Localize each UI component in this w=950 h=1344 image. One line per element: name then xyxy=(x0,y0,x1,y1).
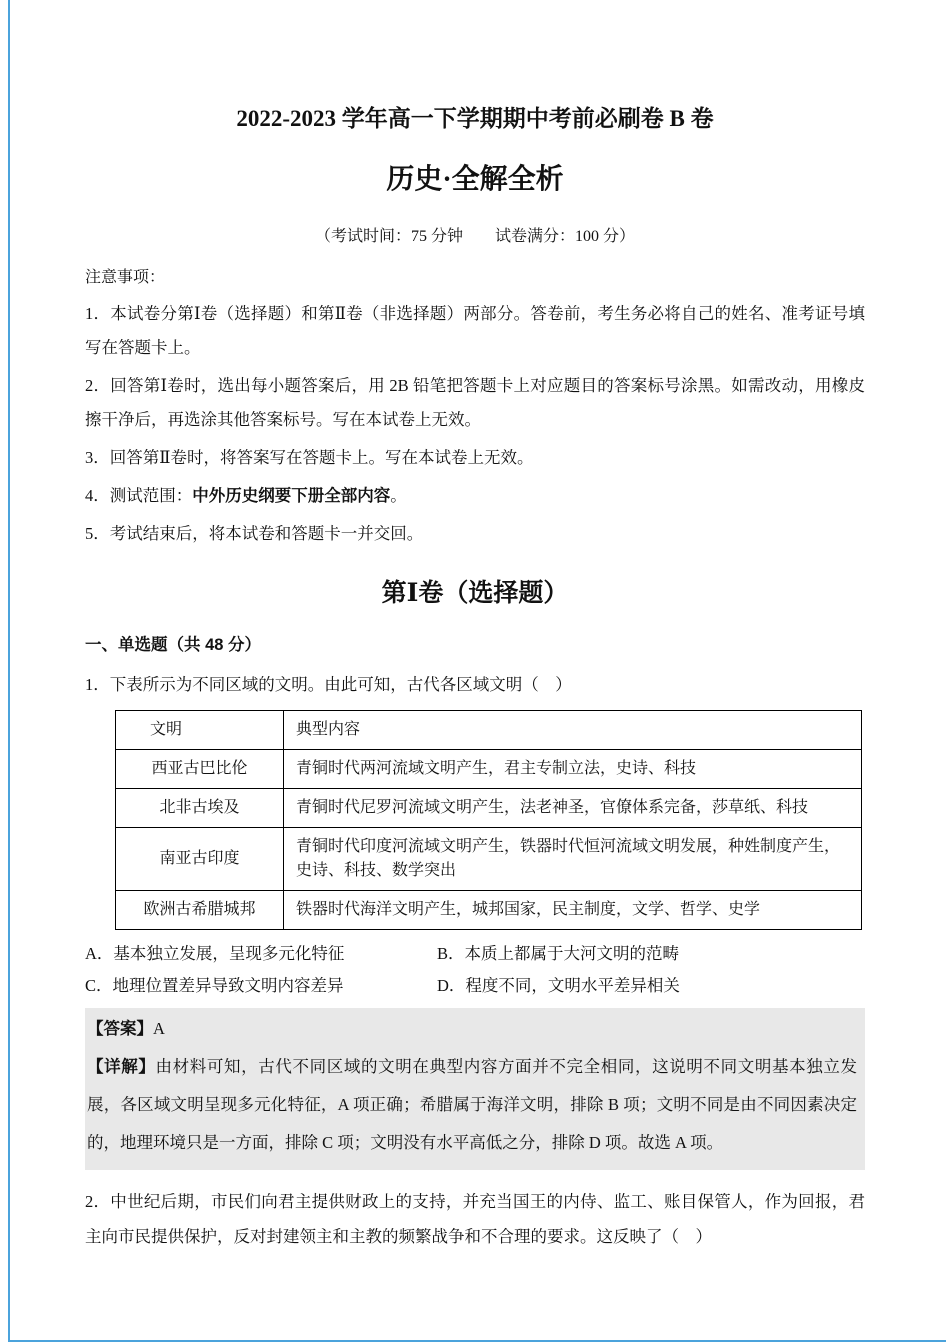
section-1-title: 第Ⅰ卷（选择题） xyxy=(381,580,569,607)
question-1-options xyxy=(85,942,865,998)
table-cell-content: 铁器时代海洋文明产生，城邦国家，民主制度，文学、哲学、史学 xyxy=(284,891,862,930)
notice-4-scope-bold: 中外历史纲要下册全部内容 xyxy=(192,486,391,505)
notices-heading: 注意事项： xyxy=(85,269,166,286)
table-cell-content: 青铜时代印度河流域文明产生，铁器时代恒河流域文明发展，种姓制度产生，史诗、科技、数学突出 xyxy=(284,828,862,891)
table-cell-civilization: 欧洲古希腊城邦 xyxy=(116,891,284,930)
table-header-civilization: 文明 xyxy=(116,711,284,750)
answer-label: 【答案】 xyxy=(87,1019,153,1038)
answer-value: A xyxy=(153,1019,165,1038)
table-row-babylon xyxy=(116,750,862,789)
explanation-label: 【详解】 xyxy=(87,1057,156,1076)
table-header-typical-content: 典型内容 xyxy=(284,711,862,750)
table-cell-content: 青铜时代尼罗河流域文明产生，法老神圣，官僚体系完备，莎草纸、科技 xyxy=(284,789,862,828)
table-header-row xyxy=(116,711,862,750)
option-b: B．本质上都属于大河文明的范畴 xyxy=(437,944,680,963)
notice-item-3: 3．回答第Ⅱ卷时，将答案写在答题卡上。写在本试卷上无效。 xyxy=(85,448,534,467)
question-1-stem: 1．下表所示为不同区域的文明。由此可知，古代各区域文明（ ） xyxy=(85,675,572,694)
options-row-1 xyxy=(85,942,865,966)
explanation-body: 由材料可知，古代不同区域的文明在典型内容方面并不完全相同，这说明不同文明基本独立发展，各区域文明呈现多元化特征，A 项正确；希腊属于海洋文明，排除 B 项；文明不同是由不同因素决定的，地理环境只是一方面，排除 C 项；文明没有水平高低之分，排除 D 项。故选 A 项。 xyxy=(87,1057,857,1152)
table-row-india xyxy=(116,828,862,891)
exam-title: 2022-2023 学年高一下学期期中考前必刷卷 B 卷 xyxy=(236,106,714,131)
notice-item-1: 1．本试卷分第Ⅰ卷（选择题）和第Ⅱ卷（非选择题）两部分。答卷前，考生务必将自己的姓名、准考证号填写在答题卡上。 xyxy=(85,304,865,357)
option-c: C．地理位置差异导致文明内容差异 xyxy=(85,976,344,995)
notice-4-suffix: 。 xyxy=(390,486,407,505)
notice-item-2: 2．回答第Ⅰ卷时，选出每小题答案后，用 2B 铅笔把答题卡上对应题目的答案标号涂黑。如需改动，用橡皮擦干净后，再选涂其他答案标号。写在本试卷上无效。 xyxy=(85,376,865,429)
table-cell-civilization: 西亚古巴比伦 xyxy=(116,750,284,789)
page-content xyxy=(85,0,865,1262)
question-2-stem: 2．中世纪后期，市民们向君主提供财政上的支持，并充当国王的内侍、监工、账目保管人，作为回报，君主向市民提供保护，反对封建领主和主教的频繁战争和不合理的要求。这反映了（ ） xyxy=(85,1192,865,1246)
answer-explanation-block xyxy=(85,1008,865,1170)
options-row-2 xyxy=(85,974,865,998)
answer-line xyxy=(87,1012,857,1046)
part-1-heading: 一、单选题（共 48 分） xyxy=(85,636,262,654)
table-cell-civilization: 南亚古印度 xyxy=(116,828,284,891)
notice-item-4 xyxy=(85,479,865,513)
exam-subtitle: 历史·全解全析 xyxy=(386,164,564,195)
table-cell-content: 青铜时代两河流域文明产生，君主专制立法，史诗、科技 xyxy=(284,750,862,789)
table-row-greece xyxy=(116,891,862,930)
table-cell-civilization: 北非古埃及 xyxy=(116,789,284,828)
exam-time-score-info: （考试时间：75 分钟 试卷满分：100 分） xyxy=(314,228,635,245)
notice-4-prefix: 4．测试范围： xyxy=(85,486,193,505)
option-a: A．基本独立发展，呈现多元化特征 xyxy=(85,944,345,963)
option-d: D．程度不同，文明水平差异相关 xyxy=(437,976,680,995)
civilizations-table xyxy=(115,710,862,930)
table-row-egypt xyxy=(116,789,862,828)
explanation-paragraph xyxy=(87,1048,857,1162)
notice-item-5: 5．考试结束后，将本试卷和答题卡一并交回。 xyxy=(85,524,424,543)
